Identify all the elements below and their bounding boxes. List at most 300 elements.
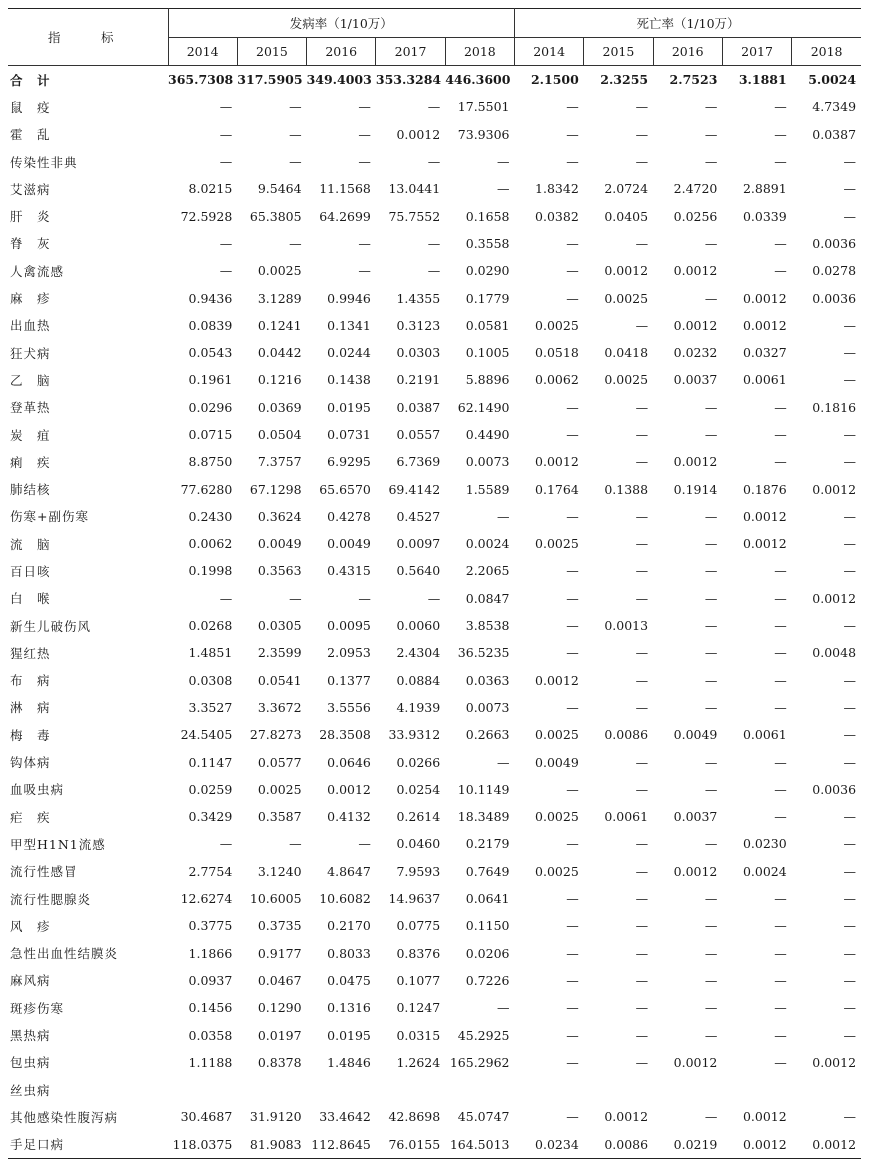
mortality-cell: — <box>774 1000 787 1016</box>
incidence-cell: 2.7754 <box>188 863 233 879</box>
incidence-cell: — <box>358 590 371 606</box>
mortality-cell: 0.0025 <box>604 372 649 388</box>
mortality-cell: — <box>774 427 787 442</box>
incidence-cell: 81.9083 <box>249 1136 302 1152</box>
mortality-cell: 0.0230 <box>742 836 787 852</box>
incidence-cell: 0.1147 <box>188 754 233 770</box>
mortality-cell: 0.0012 <box>742 290 787 306</box>
incidence-cell: — <box>427 590 441 606</box>
incidence-cell: — <box>358 263 371 279</box>
mortality-cell: 0.0012 <box>742 317 787 333</box>
mortality-cell: 0.0278 <box>812 263 857 279</box>
incidence-cell: 0.0557 <box>396 427 441 442</box>
mortality-cell: — <box>566 1000 579 1016</box>
incidence-cell <box>237 1076 306 1103</box>
table-row <box>8 312 861 339</box>
table-row <box>8 394 861 421</box>
mortality-cell: — <box>704 918 718 934</box>
mortality-cell: — <box>704 672 718 688</box>
mortality-cell: 2.8891 <box>742 181 787 197</box>
incidence-cell: — <box>289 126 302 142</box>
incidence-cell: — <box>427 154 441 170</box>
mortality-cell: — <box>566 427 579 442</box>
mortality-cell: 0.0012 <box>812 481 857 497</box>
incidence-cell: — <box>219 235 233 251</box>
mortality-cell: — <box>704 618 718 634</box>
mortality-cell: 0.0036 <box>812 290 857 306</box>
incidence-cell: — <box>497 754 510 770</box>
incidence-rate-header: 发病率（1/10万） <box>168 9 515 38</box>
row-label: 流行性感冒 <box>10 864 78 880</box>
mortality-cell: — <box>843 699 857 715</box>
incidence-cell: — <box>289 235 302 251</box>
row-label: 手足口病 <box>10 1137 65 1153</box>
table-row <box>8 585 861 612</box>
table-row <box>8 1049 861 1076</box>
incidence-cell: — <box>497 181 510 197</box>
mortality-cell: — <box>635 454 649 470</box>
incidence-cell: 0.1241 <box>257 317 302 333</box>
year-header: 2017 <box>376 38 445 66</box>
incidence-cell: 0.0060 <box>396 618 441 634</box>
incidence-cell: 1.4355 <box>396 290 441 306</box>
incidence-cell: 65.6570 <box>319 481 371 497</box>
incidence-cell: 0.0363 <box>465 672 510 688</box>
mortality-cell: — <box>566 972 579 988</box>
row-label: 疟 疾 <box>10 809 51 825</box>
row-label: 猩红热 <box>10 645 51 661</box>
incidence-cell: 349.4003 <box>306 72 372 88</box>
year-header: 2015 <box>584 38 653 66</box>
mortality-cell: 0.1914 <box>673 481 718 497</box>
incidence-cell: 7.9593 <box>396 863 441 879</box>
incidence-cell: 0.0369 <box>257 399 302 415</box>
incidence-cell: 0.0475 <box>327 972 371 988</box>
incidence-cell: 0.0646 <box>327 754 371 770</box>
year-header: 2018 <box>445 38 514 66</box>
mortality-cell: — <box>635 699 649 715</box>
mortality-cell: — <box>774 454 787 470</box>
row-label: 黑热病 <box>10 1028 51 1044</box>
mortality-cell: — <box>774 645 787 661</box>
incidence-cell: 6.9295 <box>327 454 371 470</box>
incidence-cell: 0.0195 <box>327 399 371 415</box>
mortality-cell: — <box>843 563 857 579</box>
incidence-cell: 0.0012 <box>327 781 371 797</box>
incidence-cell: 0.4527 <box>396 508 441 524</box>
incidence-cell: 0.1341 <box>327 317 371 333</box>
year-header: 2015 <box>237 38 306 66</box>
incidence-cell: — <box>219 836 233 852</box>
table-row <box>8 448 861 475</box>
table-row <box>8 612 861 639</box>
row-label: 梅 毒 <box>10 727 51 743</box>
incidence-cell: 62.1490 <box>457 399 510 415</box>
incidence-cell: 9.5464 <box>257 181 302 197</box>
year-header: 2016 <box>307 38 376 66</box>
incidence-cell: — <box>219 126 233 142</box>
incidence-cell: 0.0062 <box>188 536 233 552</box>
table-row <box>8 421 861 448</box>
incidence-cell: — <box>358 126 371 142</box>
mortality-cell: — <box>774 235 787 251</box>
mortality-cell: — <box>704 836 718 852</box>
row-label: 脊 灰 <box>10 236 51 252</box>
incidence-cell: — <box>219 590 233 606</box>
incidence-cell: 36.5235 <box>457 645 510 661</box>
mortality-cell: — <box>774 263 787 279</box>
incidence-cell: 112.8645 <box>311 1136 371 1152</box>
mortality-cell: — <box>566 1109 579 1125</box>
incidence-cell: 0.0268 <box>188 618 233 634</box>
incidence-cell: 76.0155 <box>388 1136 441 1152</box>
incidence-cell: 0.0308 <box>188 672 233 688</box>
mortality-cell: — <box>843 154 857 170</box>
mortality-cell: — <box>566 126 579 142</box>
incidence-cell: 0.1150 <box>465 918 510 934</box>
row-label: 包虫病 <box>10 1055 51 1071</box>
incidence-cell: 0.0206 <box>465 945 510 961</box>
incidence-cell: 4.8647 <box>327 863 371 879</box>
incidence-cell: 67.1298 <box>249 481 302 497</box>
mortality-cell: — <box>566 235 579 251</box>
mortality-cell: 5.0024 <box>808 72 857 88</box>
incidence-cell: 0.0541 <box>257 672 302 688</box>
row-label: 艾滋病 <box>10 181 51 197</box>
mortality-cell: — <box>566 1027 579 1043</box>
incidence-cell: 0.1779 <box>465 290 510 306</box>
incidence-cell: 0.7226 <box>465 972 510 988</box>
incidence-cell: 1.1866 <box>188 945 233 961</box>
incidence-cell: 2.0953 <box>327 645 371 661</box>
mortality-cell: — <box>635 972 649 988</box>
mortality-cell: — <box>704 781 718 797</box>
mortality-cell: — <box>566 918 579 934</box>
incidence-cell: 0.0884 <box>396 672 441 688</box>
mortality-cell: — <box>704 590 718 606</box>
mortality-cell: — <box>566 563 579 579</box>
mortality-cell: — <box>704 290 718 306</box>
mortality-cell: 0.0012 <box>812 1136 857 1152</box>
incidence-cell: 0.0296 <box>188 399 233 415</box>
mortality-cell: — <box>843 372 857 388</box>
table-row <box>8 639 861 666</box>
incidence-cell: 30.4687 <box>180 1109 233 1125</box>
mortality-cell: — <box>843 181 857 197</box>
mortality-cell <box>792 1076 861 1103</box>
table-row <box>8 694 861 721</box>
year-header: 2017 <box>722 38 791 66</box>
incidence-cell: 0.9946 <box>327 290 371 306</box>
incidence-cell: 165.2962 <box>449 1054 510 1070</box>
mortality-cell: 0.0012 <box>742 508 787 524</box>
mortality-cell: 0.0061 <box>604 809 649 825</box>
incidence-cell <box>307 1076 376 1103</box>
incidence-cell: 33.4642 <box>319 1109 371 1125</box>
mortality-cell: — <box>635 590 649 606</box>
mortality-cell: 0.0418 <box>604 345 649 361</box>
incidence-cell: 0.0358 <box>188 1027 233 1043</box>
mortality-cell: 0.0327 <box>742 345 787 361</box>
row-label: 肝 炎 <box>10 209 51 225</box>
mortality-cell: — <box>704 891 718 907</box>
incidence-cell: 0.8378 <box>257 1054 302 1070</box>
mortality-cell: — <box>704 399 718 415</box>
mortality-cell: — <box>635 918 649 934</box>
incidence-cell: 118.0375 <box>172 1136 233 1152</box>
mortality-cell: — <box>635 672 649 688</box>
incidence-cell: 0.1290 <box>257 1000 302 1016</box>
incidence-cell: 0.0049 <box>257 536 302 552</box>
mortality-cell: 0.0048 <box>812 645 857 661</box>
table-row <box>8 912 861 939</box>
incidence-cell: — <box>497 508 510 524</box>
incidence-cell: 72.5928 <box>180 208 233 224</box>
mortality-cell: — <box>843 891 857 907</box>
incidence-cell: 0.4315 <box>327 563 371 579</box>
table-row <box>8 503 861 530</box>
incidence-cell: 17.5501 <box>457 99 510 115</box>
incidence-cell: 0.1998 <box>188 563 233 579</box>
incidence-cell: 0.0290 <box>465 263 510 279</box>
mortality-cell: — <box>704 699 718 715</box>
incidence-cell: 1.4846 <box>327 1054 371 1070</box>
mortality-cell: — <box>774 1054 787 1070</box>
table-body <box>8 66 861 1159</box>
mortality-cell <box>515 1076 584 1103</box>
row-label: 斑疹伤寒 <box>10 1000 65 1016</box>
mortality-cell: — <box>774 563 787 579</box>
incidence-cell: 73.9306 <box>457 126 510 142</box>
mortality-cell: 0.0037 <box>673 809 718 825</box>
mortality-cell: — <box>566 945 579 961</box>
incidence-cell: 0.3587 <box>257 809 302 825</box>
incidence-cell: 353.3284 <box>375 72 442 88</box>
mortality-cell: 0.0086 <box>604 1136 649 1152</box>
mortality-cell: 0.0012 <box>673 454 718 470</box>
mortality-cell: — <box>635 891 649 907</box>
incidence-cell: 0.3775 <box>188 918 233 934</box>
incidence-cell: 0.1316 <box>327 1000 371 1016</box>
mortality-cell: 0.0219 <box>673 1136 718 1152</box>
row-label: 合 计 <box>10 72 51 88</box>
mortality-cell: 1.8342 <box>535 181 579 197</box>
mortality-cell: — <box>704 1027 718 1043</box>
incidence-cell: 0.0266 <box>396 754 441 770</box>
row-label: 甲型H1N1流感 <box>10 836 106 852</box>
table-row <box>8 557 861 584</box>
row-label: 痢 疾 <box>10 454 51 470</box>
mortality-cell: — <box>704 1109 718 1125</box>
incidence-cell: 0.0839 <box>188 317 233 333</box>
incidence-cell: 0.8033 <box>327 945 371 961</box>
mortality-cell: — <box>635 99 649 115</box>
mortality-cell: — <box>635 399 649 415</box>
incidence-cell: 11.1568 <box>319 181 371 197</box>
incidence-cell: 446.3600 <box>445 72 511 88</box>
incidence-cell: 8.0215 <box>188 181 233 197</box>
row-label: 出血热 <box>10 318 51 334</box>
mortality-cell: — <box>566 290 579 306</box>
incidence-cell: 14.9637 <box>388 891 441 907</box>
incidence-cell: — <box>427 99 441 115</box>
table-row <box>8 148 861 175</box>
mortality-cell: — <box>704 563 718 579</box>
table-row <box>8 803 861 830</box>
mortality-cell: — <box>843 317 857 333</box>
mortality-cell: 0.0024 <box>742 863 787 879</box>
incidence-cell: 8.8750 <box>188 454 233 470</box>
incidence-cell: 64.2699 <box>319 208 371 224</box>
incidence-cell: 65.3805 <box>249 208 302 224</box>
mortality-cell: — <box>843 809 857 825</box>
disease-rate-table <box>8 8 861 1159</box>
table-row <box>8 830 861 857</box>
row-label: 白 喉 <box>10 591 51 607</box>
mortality-cell: — <box>635 836 649 852</box>
mortality-cell: 0.0025 <box>535 317 579 333</box>
mortality-cell: — <box>704 536 718 552</box>
incidence-cell: 0.8376 <box>396 945 441 961</box>
row-label: 狂犬病 <box>10 345 51 361</box>
incidence-cell: 10.1149 <box>457 781 510 797</box>
mortality-cell: 0.1876 <box>742 481 787 497</box>
mortality-cell: — <box>774 618 787 634</box>
incidence-cell: 317.5905 <box>237 72 303 88</box>
incidence-cell: — <box>289 836 302 852</box>
incidence-cell: 13.0441 <box>388 181 441 197</box>
mortality-cell: 0.0025 <box>535 863 579 879</box>
mortality-cell: 2.3255 <box>600 72 649 88</box>
incidence-cell <box>376 1076 445 1103</box>
mortality-cell: 2.7523 <box>669 72 718 88</box>
incidence-cell: 42.8698 <box>388 1109 441 1125</box>
mortality-cell: 0.0339 <box>742 208 787 224</box>
indicator-header: 指 标 <box>8 9 168 66</box>
row-label: 风 疹 <box>10 918 51 934</box>
incidence-cell: 0.0775 <box>396 918 441 934</box>
mortality-cell: 0.0518 <box>535 345 579 361</box>
incidence-cell: 3.3527 <box>188 699 233 715</box>
incidence-cell: 6.7369 <box>396 454 441 470</box>
mortality-cell: — <box>635 1054 649 1070</box>
table-row <box>8 1131 861 1159</box>
incidence-cell: 4.1939 <box>396 699 441 715</box>
mortality-cell: 0.0025 <box>535 727 579 743</box>
table-row <box>8 175 861 202</box>
incidence-cell: 0.0095 <box>327 618 371 634</box>
table-row <box>8 940 861 967</box>
incidence-cell: 0.0715 <box>188 427 233 442</box>
mortality-cell: 0.0012 <box>742 1136 787 1152</box>
mortality-cell: — <box>774 672 787 688</box>
row-label: 血吸虫病 <box>10 782 65 798</box>
row-label: 丝虫病 <box>10 1082 51 1098</box>
incidence-cell: 0.0254 <box>396 781 441 797</box>
mortality-cell: 0.1764 <box>535 481 579 497</box>
incidence-cell: 0.0012 <box>396 126 441 142</box>
mortality-cell: — <box>635 1027 649 1043</box>
mortality-cell: 0.0012 <box>604 1109 649 1125</box>
mortality-cell: 2.1500 <box>530 72 579 88</box>
mortality-cell: — <box>774 754 787 770</box>
incidence-cell: 0.3563 <box>257 563 302 579</box>
mortality-cell: — <box>635 754 649 770</box>
mortality-cell: 0.0012 <box>673 317 718 333</box>
incidence-cell: 1.4851 <box>188 645 233 661</box>
row-label: 霍 乱 <box>10 127 51 143</box>
mortality-cell: — <box>843 945 857 961</box>
incidence-cell: 0.4132 <box>327 809 371 825</box>
mortality-cell: — <box>566 618 579 634</box>
incidence-cell: 12.6274 <box>180 891 233 907</box>
mortality-cell: — <box>704 427 718 442</box>
mortality-cell: — <box>843 918 857 934</box>
table-row <box>8 257 861 284</box>
mortality-cell: — <box>843 1109 857 1125</box>
mortality-cell: 0.0012 <box>604 263 649 279</box>
incidence-cell: 0.0097 <box>396 536 441 552</box>
incidence-cell: 0.0387 <box>396 399 441 415</box>
incidence-cell: 0.1456 <box>188 1000 233 1016</box>
incidence-cell: 0.1658 <box>465 208 510 224</box>
mortality-cell: 0.0025 <box>604 290 649 306</box>
incidence-cell: 7.3757 <box>257 454 302 470</box>
mortality-cell: — <box>635 645 649 661</box>
mortality-cell: — <box>704 154 718 170</box>
year-header: 2014 <box>515 38 584 66</box>
mortality-cell: 0.0012 <box>673 263 718 279</box>
mortality-cell: — <box>843 427 857 442</box>
mortality-cell: — <box>635 781 649 797</box>
mortality-cell: 0.0012 <box>742 536 787 552</box>
incidence-cell: 0.0641 <box>465 891 510 907</box>
table-row <box>8 1103 861 1130</box>
table-row <box>8 339 861 366</box>
incidence-cell: 0.3735 <box>257 918 302 934</box>
incidence-cell: 0.9436 <box>188 290 233 306</box>
mortality-cell: — <box>843 727 857 743</box>
mortality-cell: — <box>843 208 857 224</box>
incidence-cell: 0.2191 <box>396 372 441 388</box>
mortality-cell: — <box>566 1054 579 1070</box>
incidence-cell: 2.3599 <box>257 645 302 661</box>
incidence-cell: — <box>427 235 441 251</box>
incidence-cell: 0.0197 <box>257 1027 302 1043</box>
incidence-cell: 0.0315 <box>396 1027 441 1043</box>
mortality-cell: — <box>774 1027 787 1043</box>
incidence-cell: 0.1005 <box>465 345 510 361</box>
mortality-cell: — <box>843 972 857 988</box>
incidence-cell: — <box>497 154 510 170</box>
year-header: 2016 <box>653 38 722 66</box>
row-label: 炭 疽 <box>10 427 51 443</box>
row-label: 流 脑 <box>10 536 51 552</box>
incidence-cell: 0.4278 <box>327 508 371 524</box>
row-label: 新生儿破伤风 <box>10 618 92 634</box>
mortality-cell: 0.0049 <box>673 727 718 743</box>
table-row <box>8 967 861 994</box>
mortality-cell: — <box>566 699 579 715</box>
mortality-cell: — <box>566 399 579 415</box>
mortality-cell: 0.0013 <box>604 618 649 634</box>
row-label: 淋 病 <box>10 700 51 716</box>
mortality-cell: — <box>566 836 579 852</box>
row-label: 其他感染性腹泻病 <box>10 1109 119 1125</box>
table-row <box>8 858 861 885</box>
mortality-cell: 0.0234 <box>535 1136 579 1152</box>
mortality-cell: 0.1388 <box>604 481 649 497</box>
